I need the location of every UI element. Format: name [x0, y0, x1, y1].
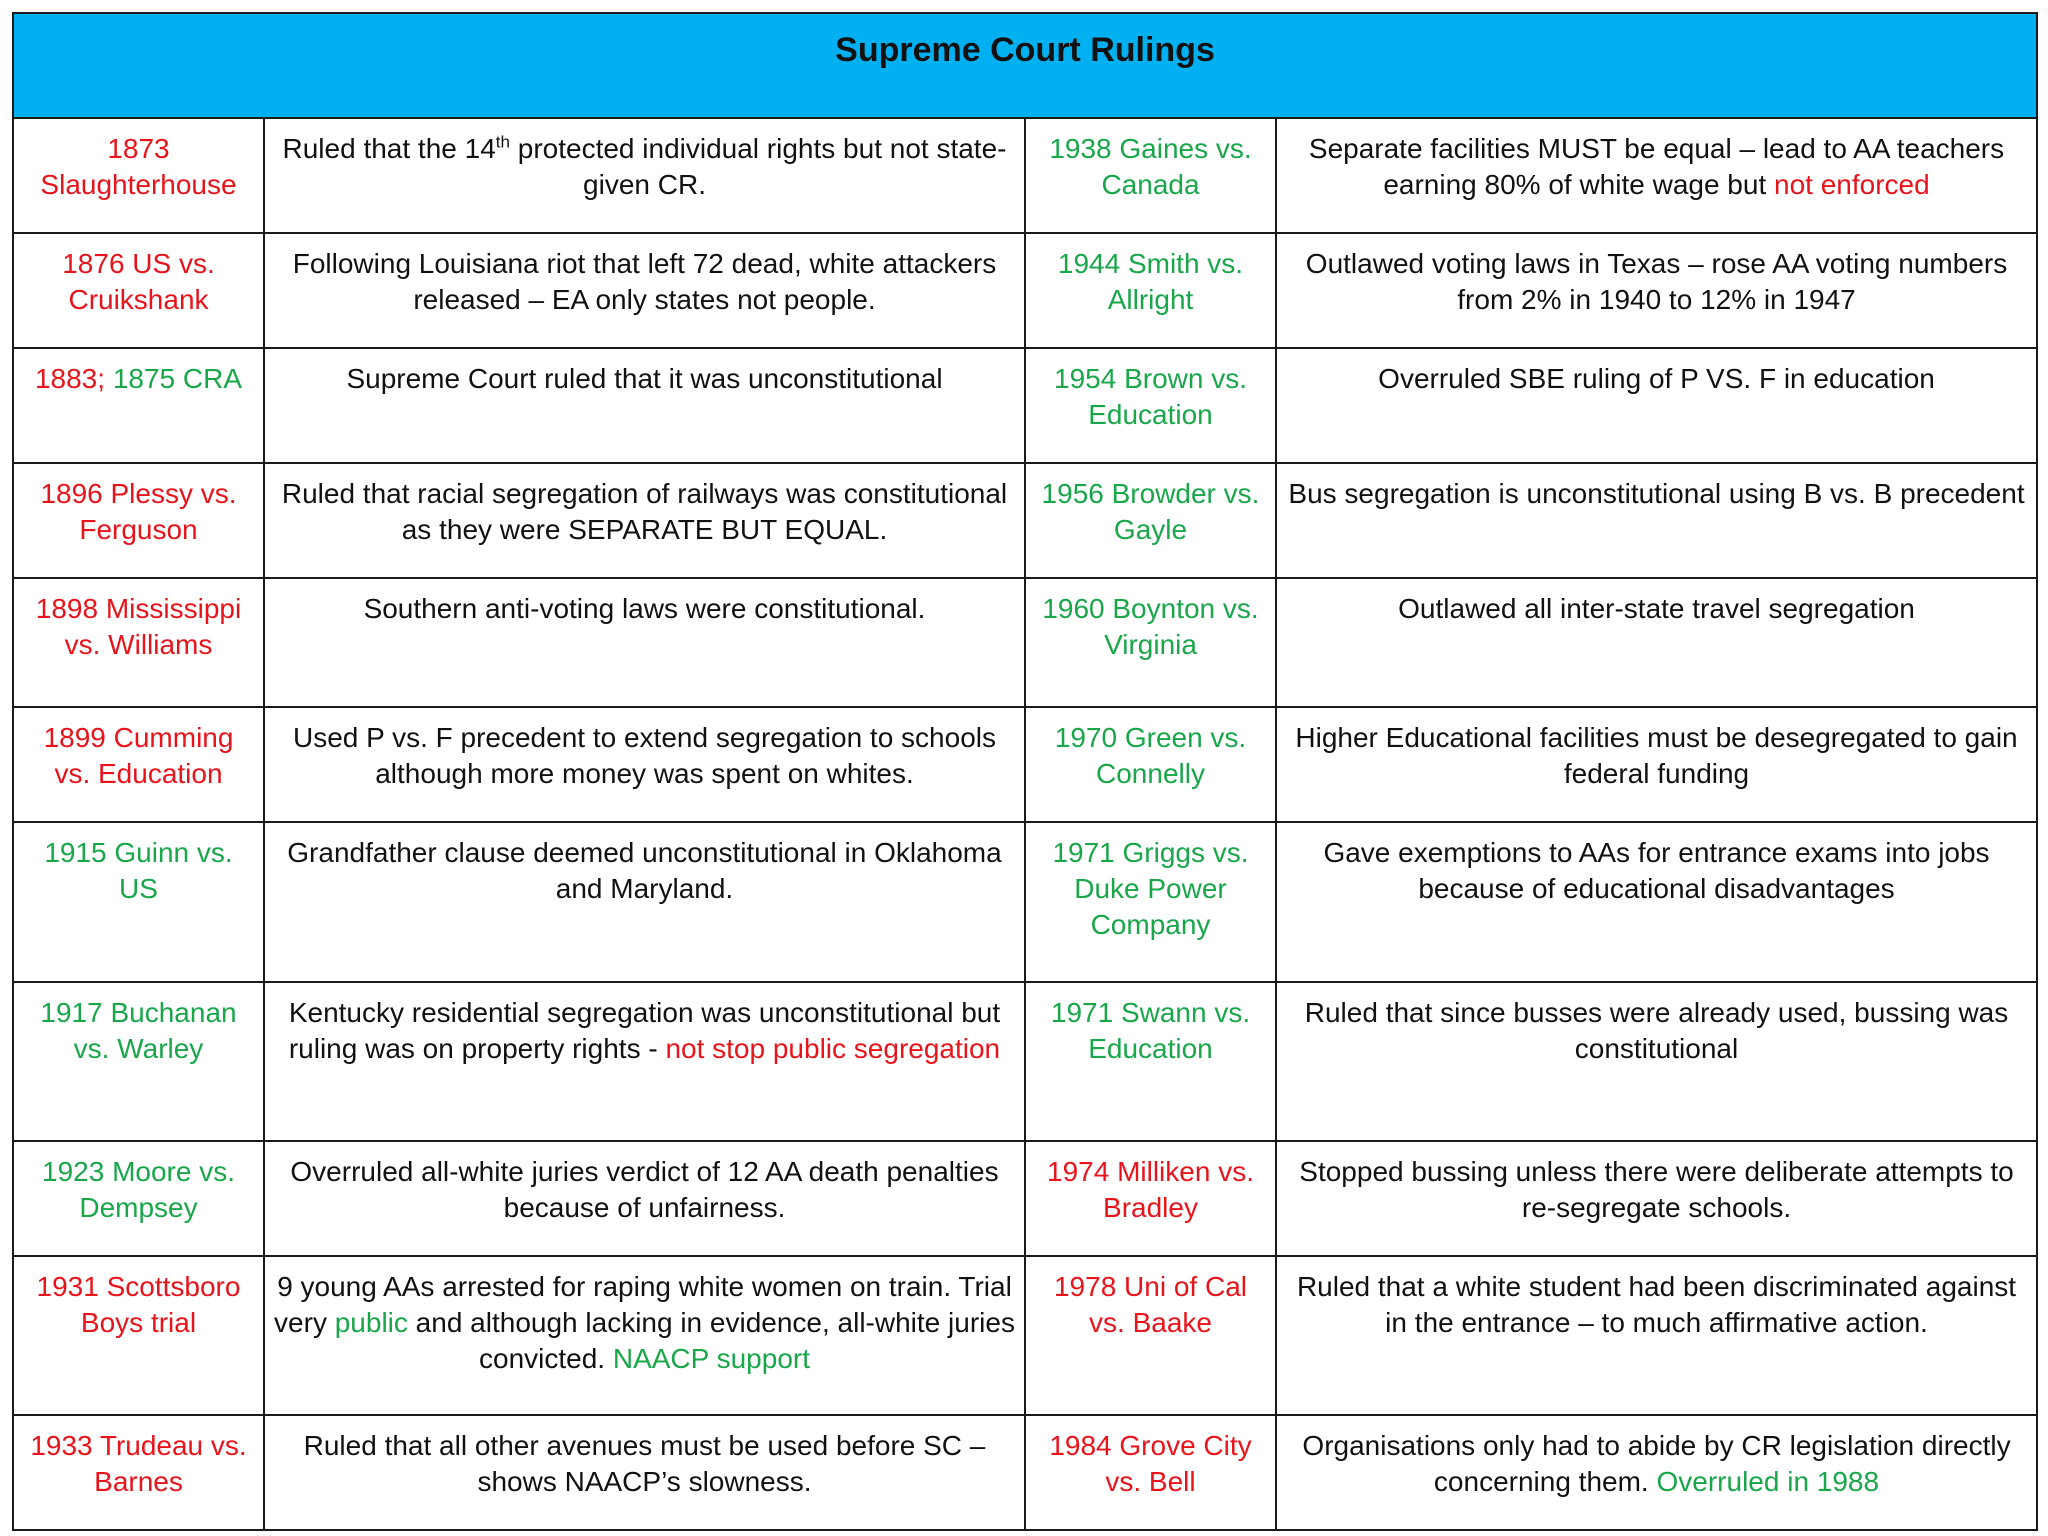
text-segment: 1933 Trudeau vs. Barnes — [30, 1430, 247, 1497]
text-segment: and although lacking in evidence, all-white juries convicted. — [407, 1307, 1015, 1374]
ruling-description-cell — [264, 822, 1025, 982]
text-segment: 1876 US vs. Cruikshank — [62, 248, 215, 315]
ruling-description-cell — [264, 118, 1025, 233]
text-segment: 1923 Moore vs. Dempsey — [42, 1156, 235, 1223]
text-segment: 1960 Boynton vs. Virginia — [1042, 593, 1259, 660]
case-name-cell — [1025, 822, 1276, 982]
text-segment: 1873 Slaughterhouse — [40, 133, 237, 200]
text-segment: Ruled that racial segregation of railways was constitutional as they were SEPARATE BUT EQUAL. — [281, 478, 1008, 545]
text-segment: Overruled SBE ruling of P VS. F in education — [1378, 363, 1935, 394]
case-name-cell — [1025, 1141, 1276, 1256]
text-segment: Overruled in 1988 — [1656, 1466, 1880, 1497]
case-name-cell — [1025, 1256, 1276, 1415]
text-segment: 1970 Green vs. Connelly — [1054, 722, 1247, 789]
text-segment: public — [334, 1307, 408, 1338]
ruling-description-cell — [264, 233, 1025, 348]
ruling-description-cell — [264, 1141, 1025, 1256]
ruling-description-cell — [264, 982, 1025, 1141]
text-segment: Ruled that a white student had been discriminated against in the entrance – to much affirmative action. — [1296, 1271, 2017, 1338]
ruling-description-cell — [1276, 233, 2037, 348]
text-segment: 1971 Griggs vs. Duke Power Company — [1052, 837, 1249, 940]
case-name-cell — [1025, 982, 1276, 1141]
text-segment: 1974 Milliken vs. Bradley — [1047, 1156, 1254, 1223]
text-segment: 1896 Plessy vs. Ferguson — [40, 478, 237, 545]
case-name-cell — [13, 348, 264, 463]
ruling-description-cell — [1276, 707, 2037, 822]
ruling-description-cell — [1276, 822, 2037, 982]
text-segment: Higher Educational facilities must be desegregated to gain federal funding — [1295, 722, 2018, 789]
table-body — [13, 118, 2037, 1530]
text-segment: Overruled all-white juries verdict of 12 AA death penalties because of unfairness. — [290, 1156, 999, 1223]
text-segment: 1944 Smith vs. Allright — [1057, 248, 1244, 315]
ruling-description-cell — [1276, 578, 2037, 707]
text-segment: Organisations only had to abide by CR legislation directly concerning them. — [1302, 1430, 2011, 1497]
text-segment: Following Louisiana riot that left 72 dead, white attackers released – EA only states not people. — [292, 248, 997, 315]
case-name-cell — [13, 463, 264, 578]
case-name-cell — [1025, 578, 1276, 707]
text-segment: 1917 Buchanan vs. Warley — [40, 997, 237, 1064]
text-segment: not enforced — [1774, 169, 1930, 200]
table-row — [13, 233, 2037, 348]
text-segment: 1931 Scottsboro Boys trial — [36, 1271, 241, 1338]
table-row — [13, 463, 2037, 578]
table-row — [13, 822, 2037, 982]
case-name-cell — [13, 578, 264, 707]
text-segment: Ruled that the 14 — [282, 133, 496, 164]
table-row — [13, 578, 2037, 707]
ruling-description-cell — [264, 707, 1025, 822]
ruling-description-cell — [1276, 463, 2037, 578]
case-name-cell — [1025, 463, 1276, 578]
case-name-cell — [1025, 118, 1276, 233]
table-row — [13, 982, 2037, 1141]
text-segment: Gave exemptions to AAs for entrance exams into jobs because of educational disadvantages — [1323, 837, 1990, 904]
text-segment: 1954 Brown vs. Education — [1054, 363, 1247, 430]
case-name-cell — [1025, 348, 1276, 463]
ruling-description-cell — [264, 1415, 1025, 1530]
case-name-cell — [13, 982, 264, 1141]
case-name-cell — [13, 1141, 264, 1256]
text-segment: 1875 CRA — [112, 363, 243, 394]
ruling-description-cell — [1276, 982, 2037, 1141]
text-segment: NAACP support — [612, 1343, 810, 1374]
text-segment: 1971 Swann vs. Education — [1050, 997, 1251, 1064]
ruling-description-cell — [1276, 118, 2037, 233]
text-segment: 1938 Gaines vs. Canada — [1049, 133, 1252, 200]
table-row — [13, 1141, 2037, 1256]
ruling-description-cell — [1276, 1256, 2037, 1415]
ruling-description-cell — [264, 578, 1025, 707]
text-segment: 1899 Cumming vs. Education — [43, 722, 234, 789]
ruling-description-cell — [264, 348, 1025, 463]
text-segment: Ruled that since busses were already used, bussing was constitutional — [1304, 997, 2009, 1064]
ruling-description-cell — [1276, 1141, 2037, 1256]
ruling-description-cell — [1276, 1415, 2037, 1530]
text-segment: th — [495, 132, 510, 152]
text-segment: Southern anti-voting laws were constitutional. — [363, 593, 926, 624]
case-name-cell — [13, 118, 264, 233]
case-name-cell — [13, 233, 264, 348]
text-segment: Separate facilities MUST be equal – lead to AA teachers earning 80% of white wage but — [1308, 133, 2005, 200]
table-row — [13, 348, 2037, 463]
table-title: Supreme Court Rulings — [13, 13, 2037, 118]
text-segment: 1915 Guinn vs. US — [44, 837, 233, 904]
case-name-cell — [13, 822, 264, 982]
text-segment: Stopped bussing unless there were deliberate attempts to re-segregate schools. — [1299, 1156, 2014, 1223]
case-name-cell — [1025, 707, 1276, 822]
text-segment: Outlawed voting laws in Texas – rose AA voting numbers from 2% in 1940 to 12% in 1947 — [1305, 248, 2008, 315]
case-name-cell — [13, 1415, 264, 1530]
case-name-cell — [1025, 233, 1276, 348]
case-name-cell — [13, 707, 264, 822]
text-segment: Kentucky residential segregation was unconstitutional but ruling was on property rights - — [288, 997, 1001, 1064]
text-segment: Supreme Court ruled that it was unconstitutional — [346, 363, 943, 394]
text-segment: Bus segregation is unconstitutional using B vs. B precedent — [1288, 478, 2025, 509]
text-segment: Grandfather clause deemed unconstitutional in Oklahoma and Maryland. — [287, 837, 1002, 904]
text-segment: 1984 Grove City vs. Bell — [1049, 1430, 1252, 1497]
table-row — [13, 118, 2037, 233]
table-row — [13, 707, 2037, 822]
rulings-document — [12, 12, 2036, 1531]
text-segment: Outlawed all inter-state travel segregation — [1398, 593, 1915, 624]
text-segment: 1883; — [34, 363, 113, 394]
table-row — [13, 1256, 2037, 1415]
text-segment: Ruled that all other avenues must be used before SC – shows NAACP’s slowness. — [303, 1430, 986, 1497]
text-segment: not stop public segregation — [665, 1033, 1001, 1064]
text-segment: 1978 Uni of Cal vs. Baake — [1053, 1271, 1247, 1338]
case-name-cell — [13, 1256, 264, 1415]
ruling-description-cell — [1276, 348, 2037, 463]
rulings-table — [12, 12, 2038, 1531]
text-segment: Used P vs. F precedent to extend segregation to schools although more money was spent on whites. — [292, 722, 996, 789]
ruling-description-cell — [264, 1256, 1025, 1415]
text-segment: 9 young AAs arrested for raping white women on train. Trial very — [274, 1271, 1012, 1338]
text-segment: 1956 Browder vs. Gayle — [1041, 478, 1260, 545]
header-row — [13, 13, 2037, 118]
text-segment: protected individual rights but not state-given CR. — [509, 133, 1007, 200]
case-name-cell — [1025, 1415, 1276, 1530]
ruling-description-cell — [264, 463, 1025, 578]
text-segment: 1898 Mississippi vs. Williams — [35, 593, 242, 660]
table-row — [13, 1415, 2037, 1530]
